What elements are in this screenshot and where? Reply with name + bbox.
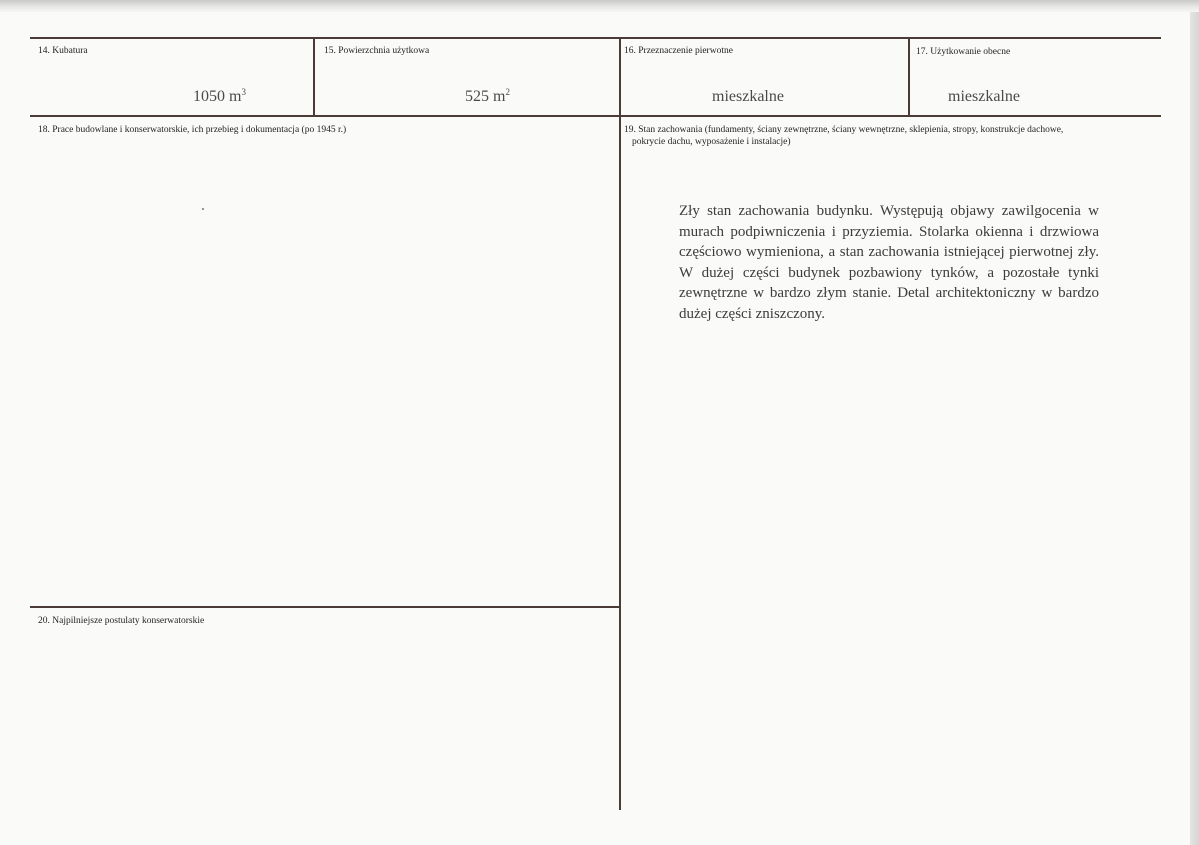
- field-19-label-line1: 19. Stan zachowania (fundamenty, ściany zewnętrzne, ściany wewnętrzne, sklepienia, stropy, konstrukcje dachowe,: [624, 125, 1064, 135]
- field-18-label: 18. Prace budowlane i konserwatorskie, ich przebieg i dokumentacja (po 1945 r.): [38, 125, 347, 135]
- card-edge: [1190, 0, 1199, 845]
- field-17-value: mieszkalne: [948, 88, 1020, 105]
- col-divider-16-17: [908, 37, 910, 117]
- center-divider: [619, 37, 621, 810]
- field-15-label: 15. Powierzchnia użytkowa: [324, 46, 430, 56]
- section-20-rule: [30, 606, 619, 608]
- field-20-label: 20. Najpilniejsze postulaty konserwatorskie: [38, 616, 205, 626]
- field-15-unit-exponent: 2: [505, 87, 510, 97]
- field-14-value: 1050 $m^3$: [193, 87, 246, 105]
- field-16-value: mieszkalne: [712, 88, 784, 105]
- paper-speck: [202, 208, 204, 210]
- top-rule: [30, 37, 1161, 39]
- field-19-label-line2: pokrycie dachu, wyposażenie i instalacje): [632, 137, 791, 147]
- field-16-label: 16. Przeznaczenie pierwotne: [624, 46, 733, 56]
- field-19-typed-text: Zły stan zachowania budynku. Występują objawy zawilgocenia w murach podpiwniczenia i przyziemia. Stolarka okienna i drzwiowa częściowo wymieniona, a stan zachowania istniejącej pierwotnej zły. W dużej części budynek pozbawiony tynków, a pozostałe tynki zewnętrzne w bardzo złym stanie. Detal architektoniczny w bardzo dużej części zniszczony.: [679, 203, 1099, 322]
- col-divider-14-15: [313, 37, 315, 117]
- card-top-edge: [0, 0, 1199, 12]
- field-17-label: 17. Użytkowanie obecne: [916, 47, 1011, 57]
- field-14-unit-exponent: 3: [241, 87, 246, 97]
- field-15-value: 525 $m^2$: [465, 87, 510, 105]
- field-14-label: 14. Kubatura: [38, 46, 88, 56]
- row-divider-rule: [30, 115, 1161, 117]
